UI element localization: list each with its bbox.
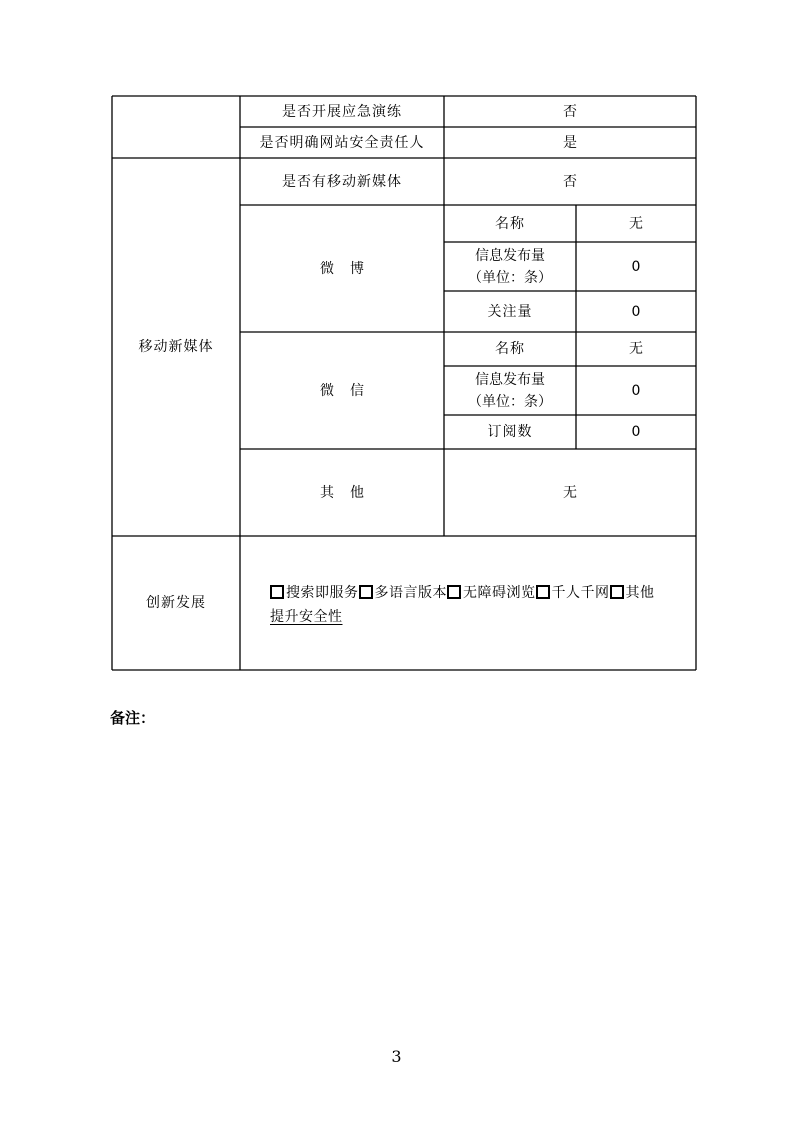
wechat-posts-label-line2: （单位：条） bbox=[468, 393, 552, 410]
checkbox-icon bbox=[270, 585, 284, 599]
checkbox-icon bbox=[536, 585, 550, 599]
weibo-followers-value: 0 bbox=[631, 303, 641, 320]
weibo-label: 微博 bbox=[320, 260, 380, 277]
wechat-name-value: 无 bbox=[629, 341, 643, 357]
innovation-options bbox=[270, 581, 690, 605]
has-media-label: 是否有移动新媒体 bbox=[282, 173, 402, 190]
weibo-name-value: 无 bbox=[629, 215, 643, 232]
innovation-option[interactable] bbox=[270, 585, 359, 601]
option-label: 千人千网 bbox=[551, 585, 610, 601]
checkbox-icon bbox=[447, 585, 461, 599]
wechat-posts-label bbox=[444, 366, 576, 415]
note-label: 备注： bbox=[110, 709, 156, 727]
checkbox-icon bbox=[359, 585, 373, 599]
innovation-label: 创新发展 bbox=[146, 595, 206, 611]
innovation-option[interactable] bbox=[610, 585, 655, 601]
media-section-label: 移动新媒体 bbox=[138, 339, 214, 355]
weibo-posts-label-line1: 信息发布量 bbox=[475, 247, 545, 264]
wechat-subs-label: 订阅数 bbox=[487, 424, 533, 440]
innovation-text: 提升安全性 bbox=[270, 609, 343, 625]
drill-label: 是否开展应急演练 bbox=[282, 103, 402, 120]
has-media-value: 否 bbox=[563, 173, 577, 190]
wechat-posts-value: 0 bbox=[631, 382, 641, 399]
weibo-posts-value: 0 bbox=[631, 258, 641, 275]
option-label: 多语言版本 bbox=[374, 585, 447, 601]
page-number: 3 bbox=[391, 1047, 402, 1066]
option-label: 无障碍浏览 bbox=[463, 585, 536, 601]
other-value: 无 bbox=[563, 484, 577, 501]
weibo-posts-label-line2: （单位：条） bbox=[468, 269, 552, 286]
innovation-content bbox=[270, 581, 690, 629]
wechat-posts-label-line1: 信息发布量 bbox=[475, 371, 545, 388]
wechat-subs-value: 0 bbox=[631, 424, 641, 440]
checkbox-icon bbox=[610, 585, 624, 599]
owner-value: 是 bbox=[563, 134, 577, 151]
innovation-option[interactable] bbox=[359, 585, 448, 601]
wechat-name-label: 名称 bbox=[495, 341, 525, 357]
other-label: 其他 bbox=[320, 484, 380, 501]
weibo-posts-label bbox=[444, 242, 576, 291]
owner-label: 是否明确网站安全责任人 bbox=[259, 134, 425, 151]
innovation-option[interactable] bbox=[447, 585, 536, 601]
drill-value: 否 bbox=[563, 103, 577, 120]
innovation-option[interactable] bbox=[536, 585, 610, 601]
wechat-label: 微信 bbox=[320, 382, 380, 399]
weibo-followers-label: 关注量 bbox=[487, 303, 533, 320]
weibo-name-label: 名称 bbox=[495, 215, 525, 232]
option-label: 其他 bbox=[625, 585, 655, 601]
option-label: 搜索即服务 bbox=[286, 585, 359, 601]
